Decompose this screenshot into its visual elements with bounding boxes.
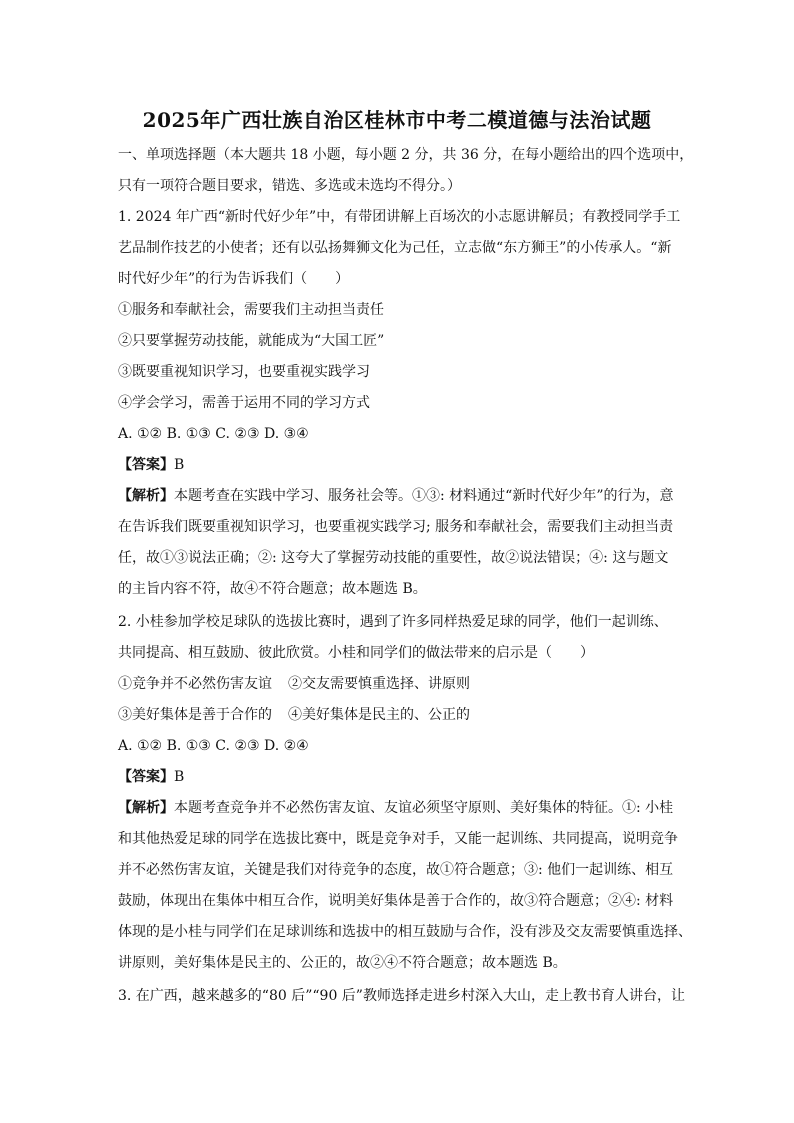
q1-statement-1: ①服务和奉献社会，需要我们主动担当责任: [118, 302, 384, 318]
section-intro-line-2: 只有一项符合题目要求，错选、多选或未选均不得分。）: [118, 178, 461, 194]
q2-analysis-line-5: 体现的是小桂与同学们在足球训练和选拔中的相互鼓励与合作，没有涉及交友需要慎重选择、: [118, 924, 692, 940]
q1-answer-value: B: [174, 457, 185, 473]
analysis-label: 【解析】: [118, 488, 174, 504]
q1-statement-4: ④学会学习，需善于运用不同的学习方式: [118, 395, 370, 411]
q2-analysis-line-2: 和其他热爱足球的同学在选拔比赛中，既是竞争对手，又能一起训练、共同提高，说明竞争: [118, 831, 678, 847]
q3-stem-line-1: 3. 在广西，越来越多的“80 后”“90 后”教师选择走进乡村深入大山，走上教书育人讲台，让: [118, 988, 685, 1004]
q2-statement-1: ①竞争并不必然伤害友谊: [118, 676, 272, 692]
q1-analysis-line-1: [118, 486, 678, 506]
q2-stem-line-2: 共同提高、相互鼓励、彼此欣赏。小桂和同学们的做法带来的启示是（ ）: [118, 645, 594, 661]
answer-label: 【答案】: [118, 769, 174, 785]
q1-stem-line-1: 1. 2024 年广西“新时代好少年”中，有带团讲解上百场次的小志愿讲解员；有教授同学手工: [118, 209, 681, 225]
q1-analysis-line-3: 任，故①③说法正确；②: 这夸大了掌握劳动技能的重要性，故②说法错误；④: 这与题文: [118, 550, 669, 566]
q1-stem-line-2: 艺品制作技艺的小使者；还有以弘扬舞狮文化为己任，立志做“东方狮王”的小传承人。“新: [118, 240, 672, 256]
q2-statement-4: ④美好集体是民主的、公正的: [288, 707, 470, 723]
q2-analysis-line-6: 讲原则，美好集体是民主的、公正的，故②④不符合题意；故本题选 B。: [118, 955, 567, 971]
analysis-label: 【解析】: [118, 800, 174, 816]
q1-answer: [118, 455, 678, 475]
q1-statement-2: ②只要掌握劳动技能，就能成为“大国工匠”: [118, 333, 385, 349]
answer-label: 【答案】: [118, 457, 174, 473]
q2-analysis-line-4: 鼓励，体现出在集体中相互合作，说明美好集体是善于合作的，故③符合题意；②④: 材料: [118, 893, 674, 909]
q1-stem-line-3: 时代好少年”的行为告诉我们（ ）: [118, 271, 350, 287]
q1-choices: A. ①② B. ①③ C. ②③ D. ③④: [118, 426, 309, 442]
q2-statements-row-2: [118, 705, 678, 725]
q2-answer-value: B: [174, 769, 185, 785]
q2-answer: [118, 767, 678, 787]
q2-statements-row-1: [118, 674, 678, 694]
q2-analysis-text-1: 本题考查竞争并不必然伤害友谊、友谊必须坚守原则、美好集体的特征。①: 小桂: [174, 800, 674, 816]
q2-choices: A. ①② B. ①③ C. ②③ D. ②④: [118, 738, 309, 754]
q1-analysis-line-2: 在告诉我们既要重视知识学习，也要重视实践学习; 服务和奉献社会，需要我们主动担当责: [118, 519, 674, 535]
q2-stem-line-1: 2. 小桂参加学校足球队的选拔比赛时，遇到了许多同样热爱足球的同学，他们一起训练、: [118, 614, 668, 630]
q2-statement-3: ③美好集体是善于合作的: [118, 707, 272, 723]
section-intro-line-1: 一、单项选择题（本大题共 18 小题，每小题 2 分，共 36 分，在每小题给出的四个选项中，: [118, 147, 694, 163]
q1-statement-3: ③既要重视知识学习，也要重视实践学习: [118, 364, 370, 380]
q2-statement-2: ②交友需要慎重选择、讲原则: [288, 676, 470, 692]
q1-analysis-text-1: 本题考查在实践中学习、服务社会等。①③: 材料通过“新时代好少年”的行为，意: [174, 488, 674, 504]
q1-analysis-line-4: 的主旨内容不符，故④不符合题意；故本题选 B。: [118, 581, 427, 597]
q2-analysis-line-1: [118, 798, 678, 818]
q2-analysis-line-3: 并不必然伤害友谊，关键是我们对待竞争的态度，故①符合题意；③: 他们一起训练、相互: [118, 862, 674, 878]
document-title: 2025年广西壮族自治区桂林市中考二模道德与法治试题: [142, 108, 652, 132]
